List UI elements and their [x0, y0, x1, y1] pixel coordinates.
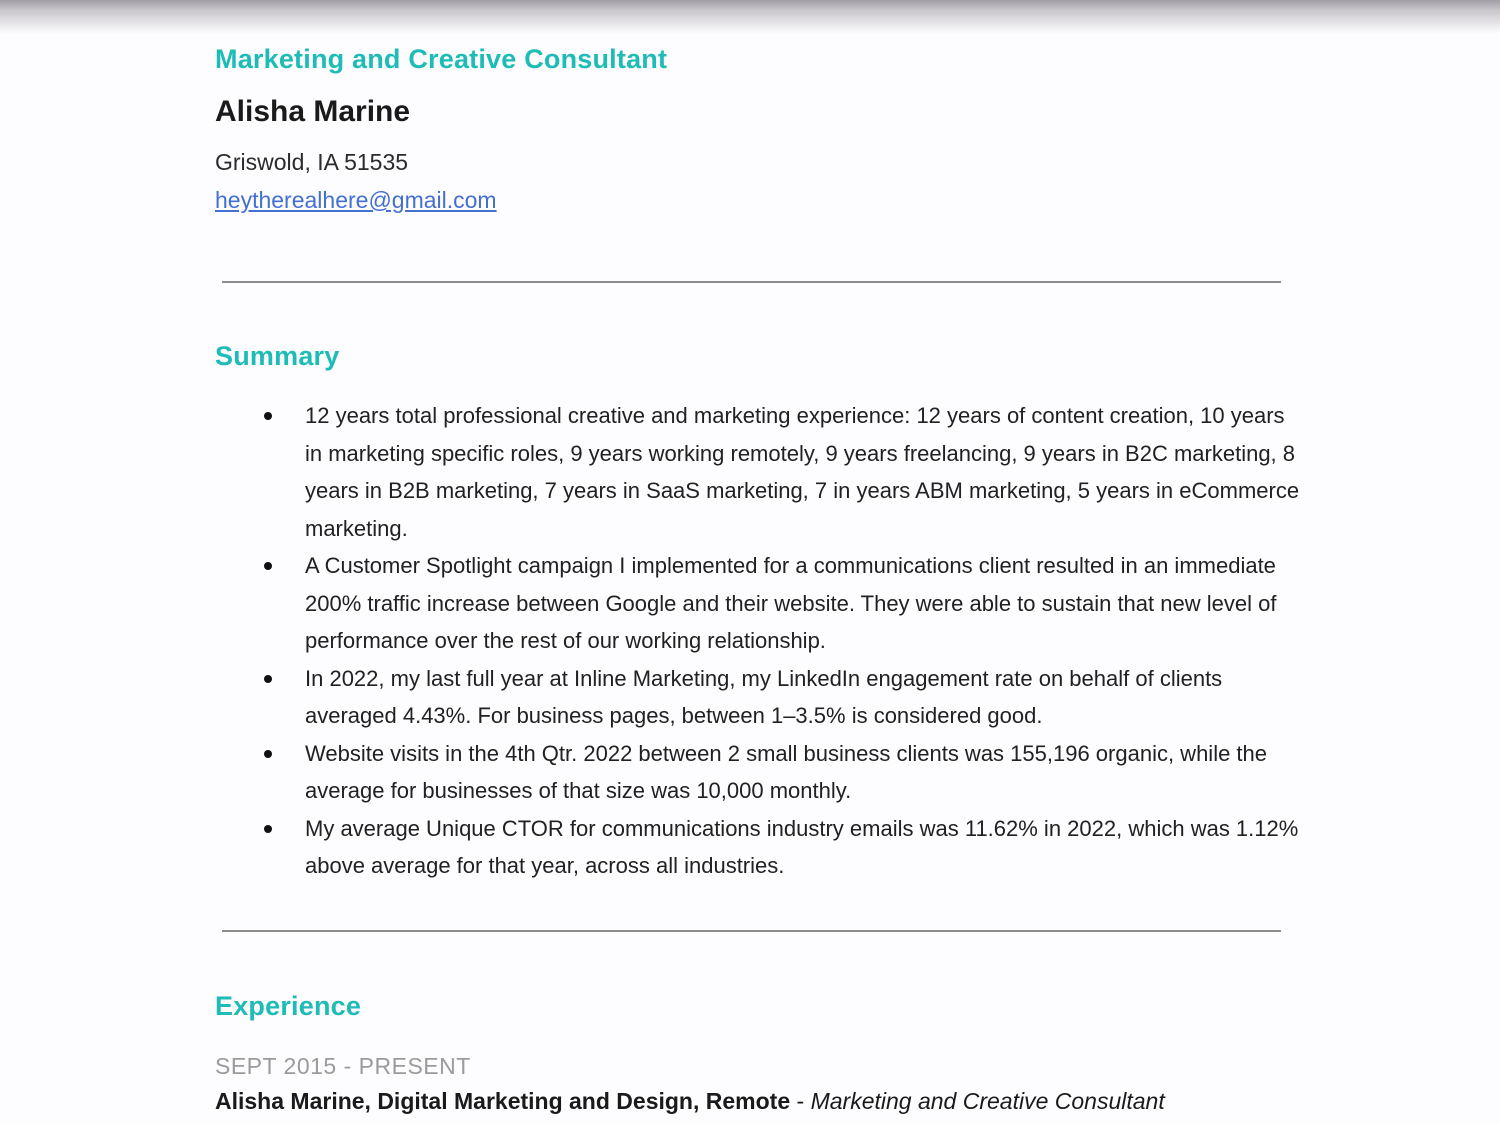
experience-heading: Experience — [215, 991, 362, 1021]
summary-bullet-item: In 2022, my last full year at Inline Marketing, my LinkedIn engagement rate on behalf of clients averaged 4.43%. For business pages, between 1–3.5% is considered good. — [215, 660, 1303, 735]
summary-bullet-item: Website visits in the 4th Qtr. 2022 between 2 small business clients was 155,196 organic, while the average for businesses of that size was 10,000 monthly. — [215, 735, 1303, 810]
experience-dates: SEPT 2015 - PRESENT — [215, 1053, 471, 1079]
summary-bullet-item: A Customer Spotlight campaign I implemented for a communications client resulted in an immediate 200% traffic increase between Google and their website. They were able to sustain that new level of performance over the rest of our working relationship. — [215, 547, 1303, 660]
summary-heading: Summary — [215, 341, 340, 371]
experience-org: Alisha Marine, Digital Marketing and Design, Remote — [215, 1088, 791, 1114]
summary-bullet-item: My average Unique CTOR for communications industry emails was 11.62% in 2022, which was 1.12% above average for that year, across all industries. — [215, 810, 1303, 885]
person-name: Alisha Marine — [215, 95, 411, 128]
summary-bullet-list — [215, 397, 1303, 885]
experience-separator: - — [796, 1088, 805, 1114]
experience-role: Marketing and Creative Consultant — [810, 1088, 1165, 1114]
section-divider — [222, 281, 1281, 283]
document-title: Marketing and Creative Consultant — [215, 44, 668, 74]
location-text: Griswold, IA 51535 — [215, 149, 409, 175]
email-link[interactable]: heytherealhere@gmail.com — [215, 187, 497, 213]
summary-bullet-item: 12 years total professional creative and marketing experience: 12 years of content creation, 10 years in marketing specific roles, 9 years working remotely, 9 years freelancing, 9 years in B2C marketing, 8 years in B2B marketing, 7 years in SaaS marketing, 7 in years ABM marketing, 5 years in eCommerce marketing. — [215, 397, 1303, 547]
section-divider — [222, 930, 1281, 932]
experience-entry-title — [215, 1088, 1165, 1115]
top-gradient-bar — [0, 0, 1500, 34]
